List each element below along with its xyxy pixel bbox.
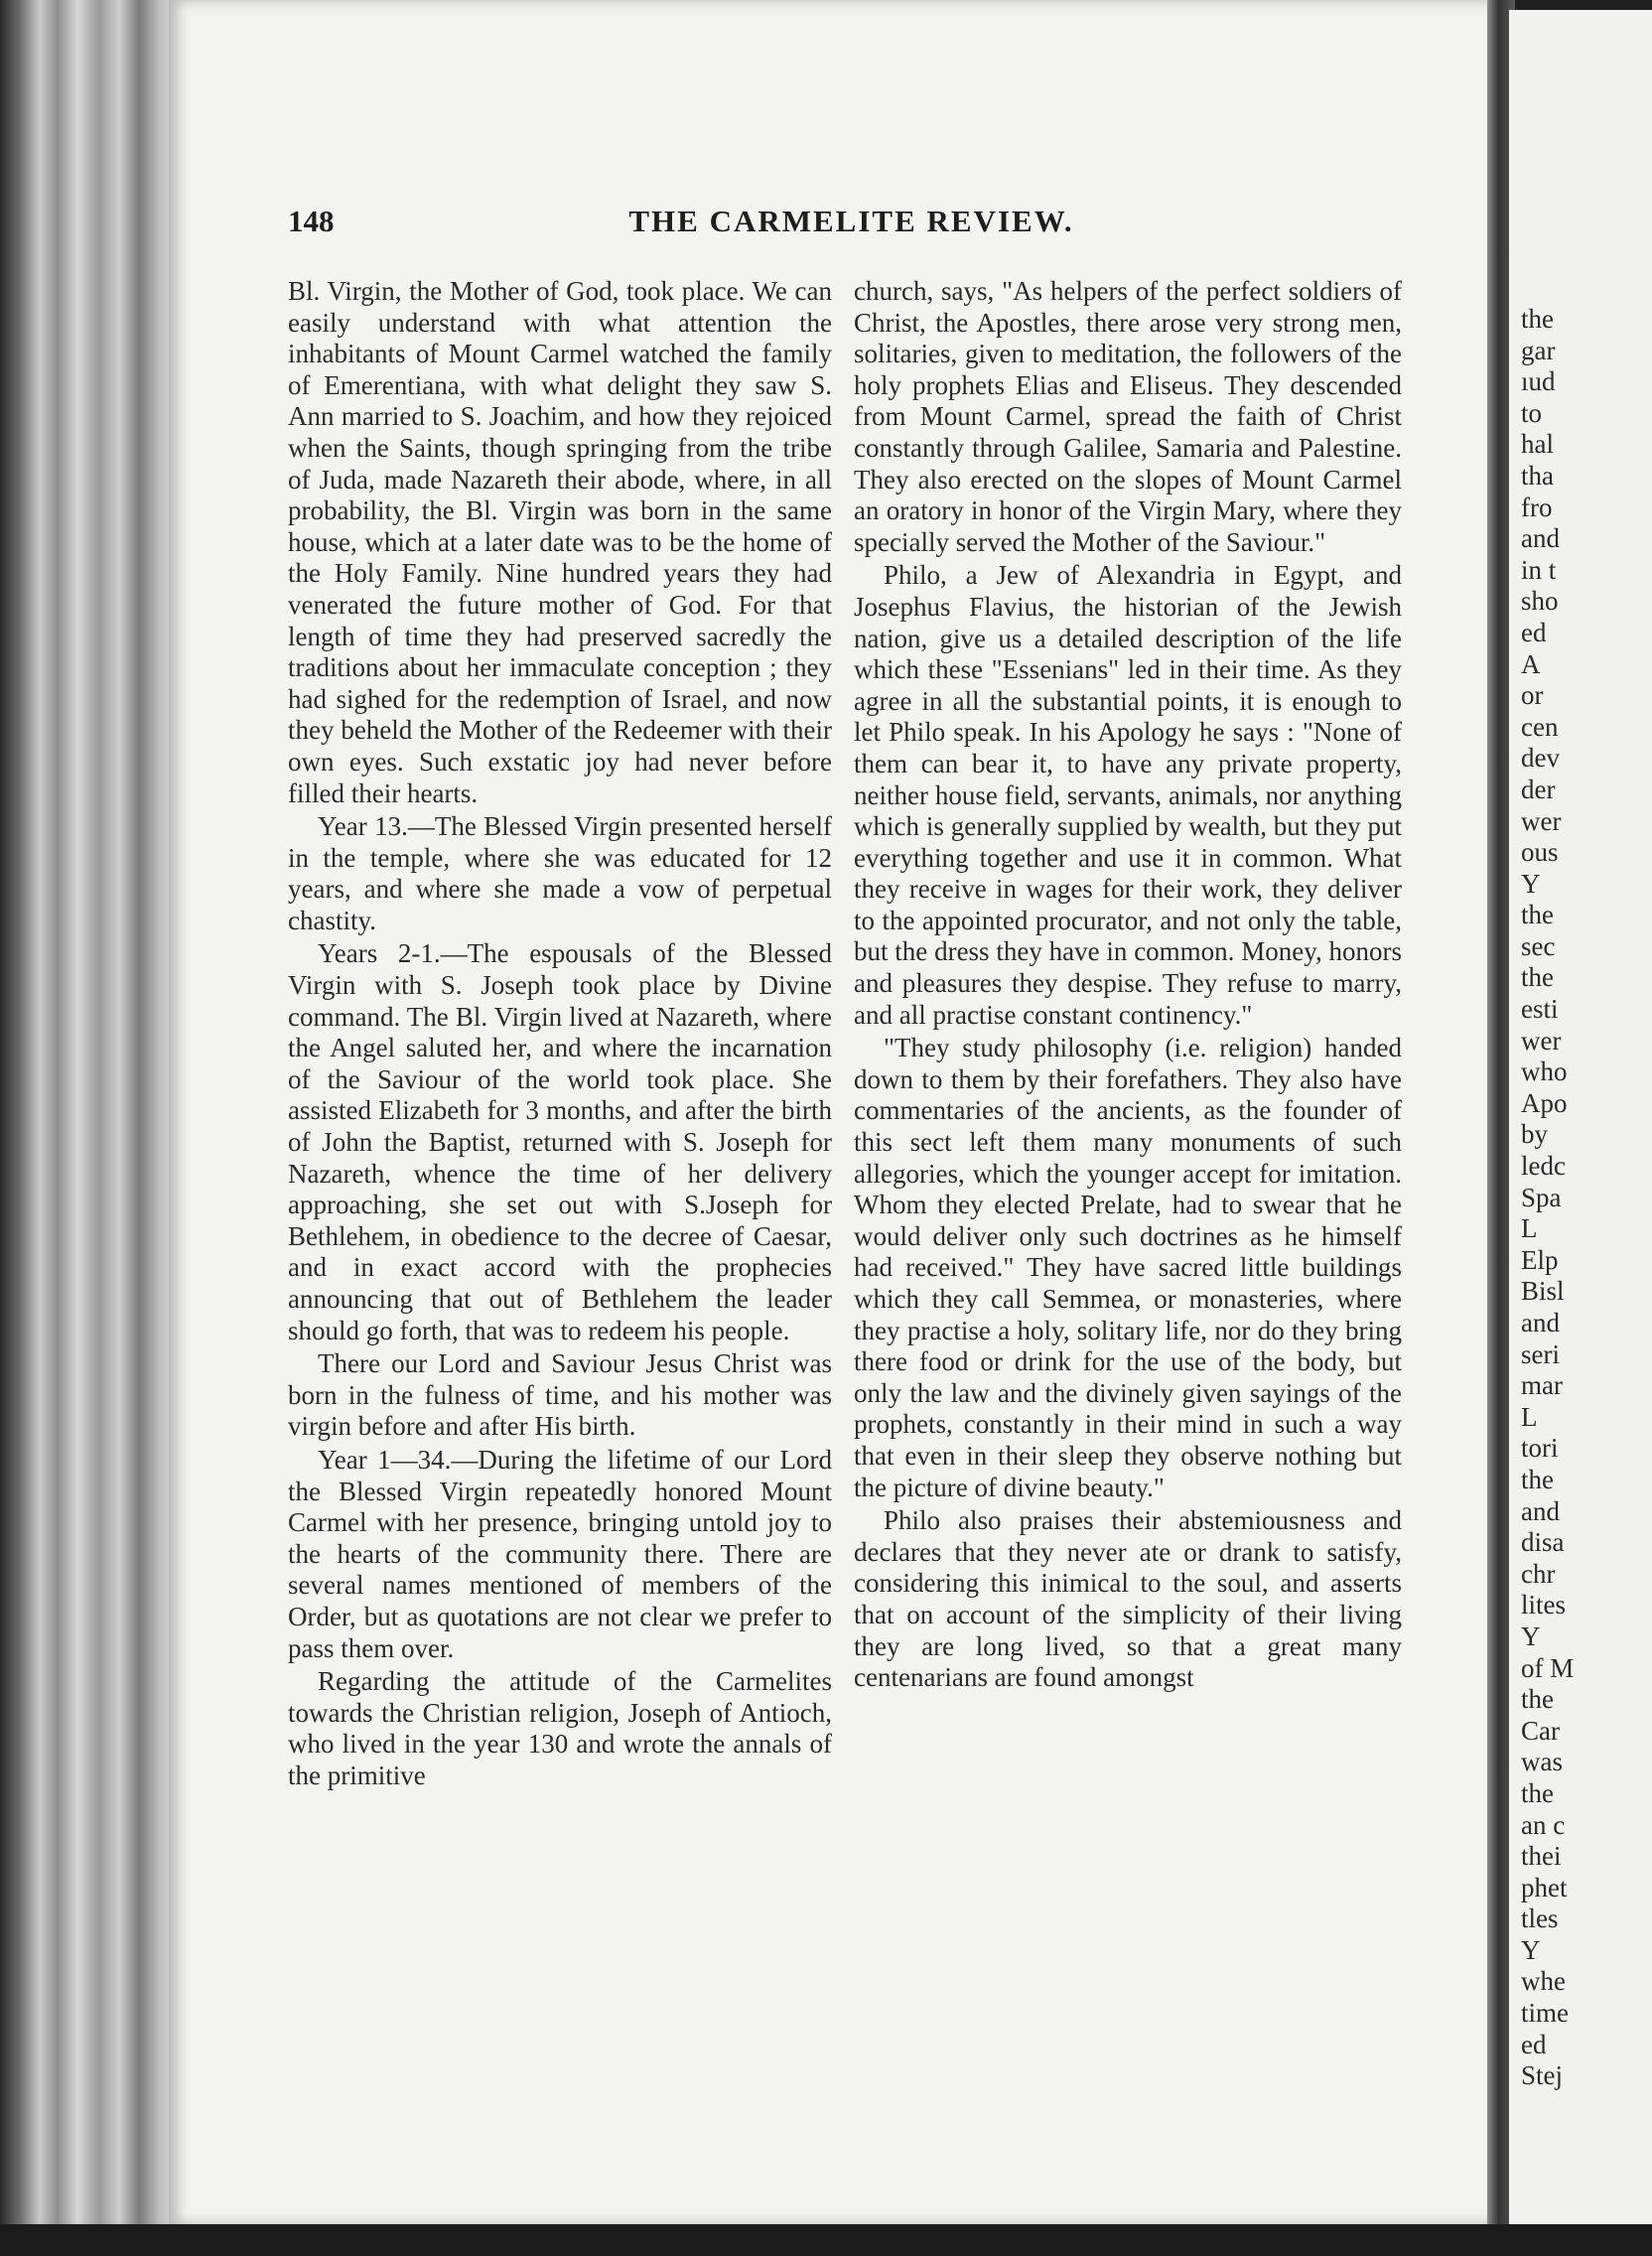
- edge-fragment: and: [1521, 523, 1560, 554]
- edge-fragment: by: [1521, 1119, 1548, 1150]
- edge-fragment: Spa: [1521, 1182, 1562, 1212]
- edge-fragment: of M: [1521, 1652, 1575, 1683]
- next-page-edge: [1509, 10, 1652, 2229]
- edge-fragment: ed: [1521, 617, 1547, 647]
- edge-fragment: in t: [1521, 554, 1557, 585]
- scan-bottom-edge: [0, 2224, 1652, 2256]
- edge-fragment: ıud: [1521, 366, 1556, 397]
- edge-fragment: Apo: [1521, 1087, 1568, 1118]
- paragraph: Philo also praises their abstemiousness and declares that they never ate or drank to satisfy, considering this inimical to the soul, and asserts that on account of the simplicity of their living they are long lived, so that a great many centenarians are found amongst: [854, 1505, 1402, 1693]
- paragraph: There our Lord and Saviour Jesus Christ was born in the fulness of time, and his mother was virgin before and after His birth.: [288, 1348, 832, 1442]
- edge-fragment: the: [1521, 962, 1554, 993]
- edge-fragment: was: [1521, 1747, 1563, 1777]
- book-spine: [0, 0, 179, 2256]
- edge-fragment: whe: [1521, 1966, 1566, 1997]
- edge-fragment: Bisl: [1521, 1276, 1565, 1307]
- edge-fragment: der: [1521, 774, 1556, 804]
- edge-fragment: ledc: [1521, 1151, 1566, 1182]
- edge-fragment: the: [1521, 304, 1554, 334]
- paragraph: church, says, "As helpers of the perfect soldiers of Christ, the Apostles, there arose very strong men, solitaries, given to meditation, the followers of the holy prophets Elias and Eliseus. They descended from Mount Carmel, spread the faith of Christ constantly through Galilee, Samaria and Palestine. They also erected on the slopes of Mount Carmel an oratory in honor of the Virgin Mary, where they specially served the Mother of the Saviour.": [854, 276, 1402, 557]
- edge-fragment: Car: [1521, 1715, 1560, 1746]
- edge-fragment: hal: [1521, 429, 1554, 460]
- paragraph: Philo, a Jew of Alexandria in Egypt, and Josephus Flavius, the historian of the Jewish nation, give us a detailed description of the life which these "Essenians" led in their time. As they agree in all the substantial points, it is enough to let Philo speak. In his Apology he says : "None of them can bear it, to have any private property, neither house field, servants, animals, nor anything which is generally supplied by wealth, but they put everything together and use it in common. What they receive in wages for their work, they deliver to the appointed procurator, and not only the table, but the dress they have in common. Money, honors and pleasures they despise. They refuse to marry, and all practise constant continency.": [854, 560, 1402, 1030]
- edge-fragment: gar: [1521, 335, 1556, 365]
- edge-fragment: seri: [1521, 1339, 1560, 1369]
- edge-fragment: the: [1521, 900, 1554, 930]
- edge-fragment: Stej: [1521, 2060, 1564, 2091]
- edge-fragment: tles: [1521, 1904, 1559, 1934]
- paragraph: Regarding the attitude of the Carmelites towards the Christian religion, Joseph of Antioch, who lived in the year 130 and wrote the annals of the primitive: [288, 1666, 832, 1790]
- edge-fragment: esti: [1521, 994, 1559, 1025]
- paragraph: Years 2-1.—The espousals of the Blessed Virgin with S. Joseph took place by Divine command. The Bl. Virgin lived at Nazareth, where the Angel saluted her, and where the incarnation of the Saviour of the world took place. She assisted Elizabeth for 3 months, and after the birth of John the Baptist, returned with S. Joseph for Nazareth, whence the time of her delivery approaching, she set out with S.Joseph for Bethlehem, in obedience to the decree of Caesar, and in exact accord with the prophecies announcing that out of Bethlehem the leader should go forth, that was to redeem his people.: [288, 938, 832, 1345]
- edge-fragment: ed: [1521, 2029, 1547, 2059]
- edge-fragment: tha: [1521, 460, 1554, 491]
- edge-fragment: the: [1521, 1464, 1554, 1494]
- edge-fragment: and: [1521, 1495, 1560, 1526]
- edge-fragment: who: [1521, 1057, 1568, 1087]
- paragraph: Year 1—34.—During the lifetime of our Lord the Blessed Virgin repeatedly honored Mount Carmel with her presence, bringing untold joy to the hearts of the community there. There are several names mentioned of members of the Order, but as quotations are not clear we prefer to pass them over.: [288, 1444, 832, 1663]
- edge-fragment: ous: [1521, 837, 1559, 868]
- edge-fragment: phet: [1521, 1872, 1568, 1903]
- edge-fragment: Y: [1521, 1621, 1541, 1651]
- edge-fragment: wer: [1521, 805, 1562, 836]
- edge-fragment: and: [1521, 1308, 1560, 1338]
- edge-fragment: or: [1521, 680, 1544, 711]
- right-column: [854, 276, 1402, 2034]
- edge-fragment: Y: [1521, 868, 1541, 899]
- edge-fragment: an c: [1521, 1809, 1566, 1840]
- edge-fragment: tori: [1521, 1433, 1559, 1464]
- page-header: [288, 204, 1415, 253]
- edge-fragment: dev: [1521, 743, 1560, 774]
- paragraph: Year 13.—The Blessed Virgin presented herself in the temple, where she was educated for 12 years, and where she made a vow of perpetual chastity.: [288, 811, 832, 935]
- edge-fragment: the: [1521, 1684, 1554, 1715]
- edge-fragment: wer: [1521, 1025, 1562, 1056]
- edge-fragment: L: [1521, 1401, 1538, 1432]
- edge-fragment: mar: [1521, 1370, 1563, 1401]
- edge-fragment: cen: [1521, 711, 1559, 742]
- edge-fragment: lites: [1521, 1590, 1566, 1621]
- edge-fragment: disa: [1521, 1527, 1565, 1558]
- edge-fragment: A: [1521, 648, 1541, 679]
- edge-fragment: sec: [1521, 930, 1556, 961]
- edge-fragment: to: [1521, 397, 1543, 428]
- edge-fragment: L: [1521, 1213, 1538, 1244]
- edge-fragment: Elp: [1521, 1244, 1559, 1275]
- paragraph: "They study philosophy (i.e. religion) handed down to them by their forefathers. They also have commentaries of the ancients, as the founder of this sect left them many monuments of such allegories, which the younger accept for imitation. Whom they elected Prelate, had to swear that he would deliver only such doctrines as he himself had received." They have sacred little buildings which they call Semmea, or monasteries, where they practise a holy, solitary life, nor do they bring there food or drink for the use of the body, but only the law and the divinely given sayings of the prophets, constantly in their mind in such a way that even in their sleep they observe nothing but the picture of divine beauty.": [854, 1033, 1402, 1502]
- edge-fragment: sho: [1521, 586, 1559, 617]
- edge-fragment: the: [1521, 1777, 1554, 1808]
- paragraph: Bl. Virgin, the Mother of God, took place. We can easily understand with what attention the inhabitants of Mount Carmel watched the family of Emerentiana, with what delight they saw S. Ann married to S. Joachim, and how they rejoiced when the Saints, though springing from the tribe of Juda, made Nazareth their abode, where, in all probability, the Bl. Virgin was born in the same house, which at a later date was to be the home of the Holy Family. Nine hundred years they had venerated the future mother of God. For that length of time they had preserved sacredly the traditions about her immaculate conception ; they had sighed for the redemption of Israel, and now they beheld the Mother of the Redeemer with their own eyes. Such exstatic joy had never before filled their hearts.: [288, 276, 832, 808]
- left-column: [288, 276, 832, 2034]
- edge-fragment: thei: [1521, 1841, 1562, 1872]
- edge-fragment: time: [1521, 1998, 1569, 2029]
- edge-fragment: Y: [1521, 1934, 1541, 1965]
- edge-fragment: chr: [1521, 1558, 1556, 1589]
- edge-fragment: fro: [1521, 492, 1553, 522]
- running-title: THE CARMELITE REVIEW.: [628, 204, 1074, 238]
- page-number: 148: [288, 204, 335, 238]
